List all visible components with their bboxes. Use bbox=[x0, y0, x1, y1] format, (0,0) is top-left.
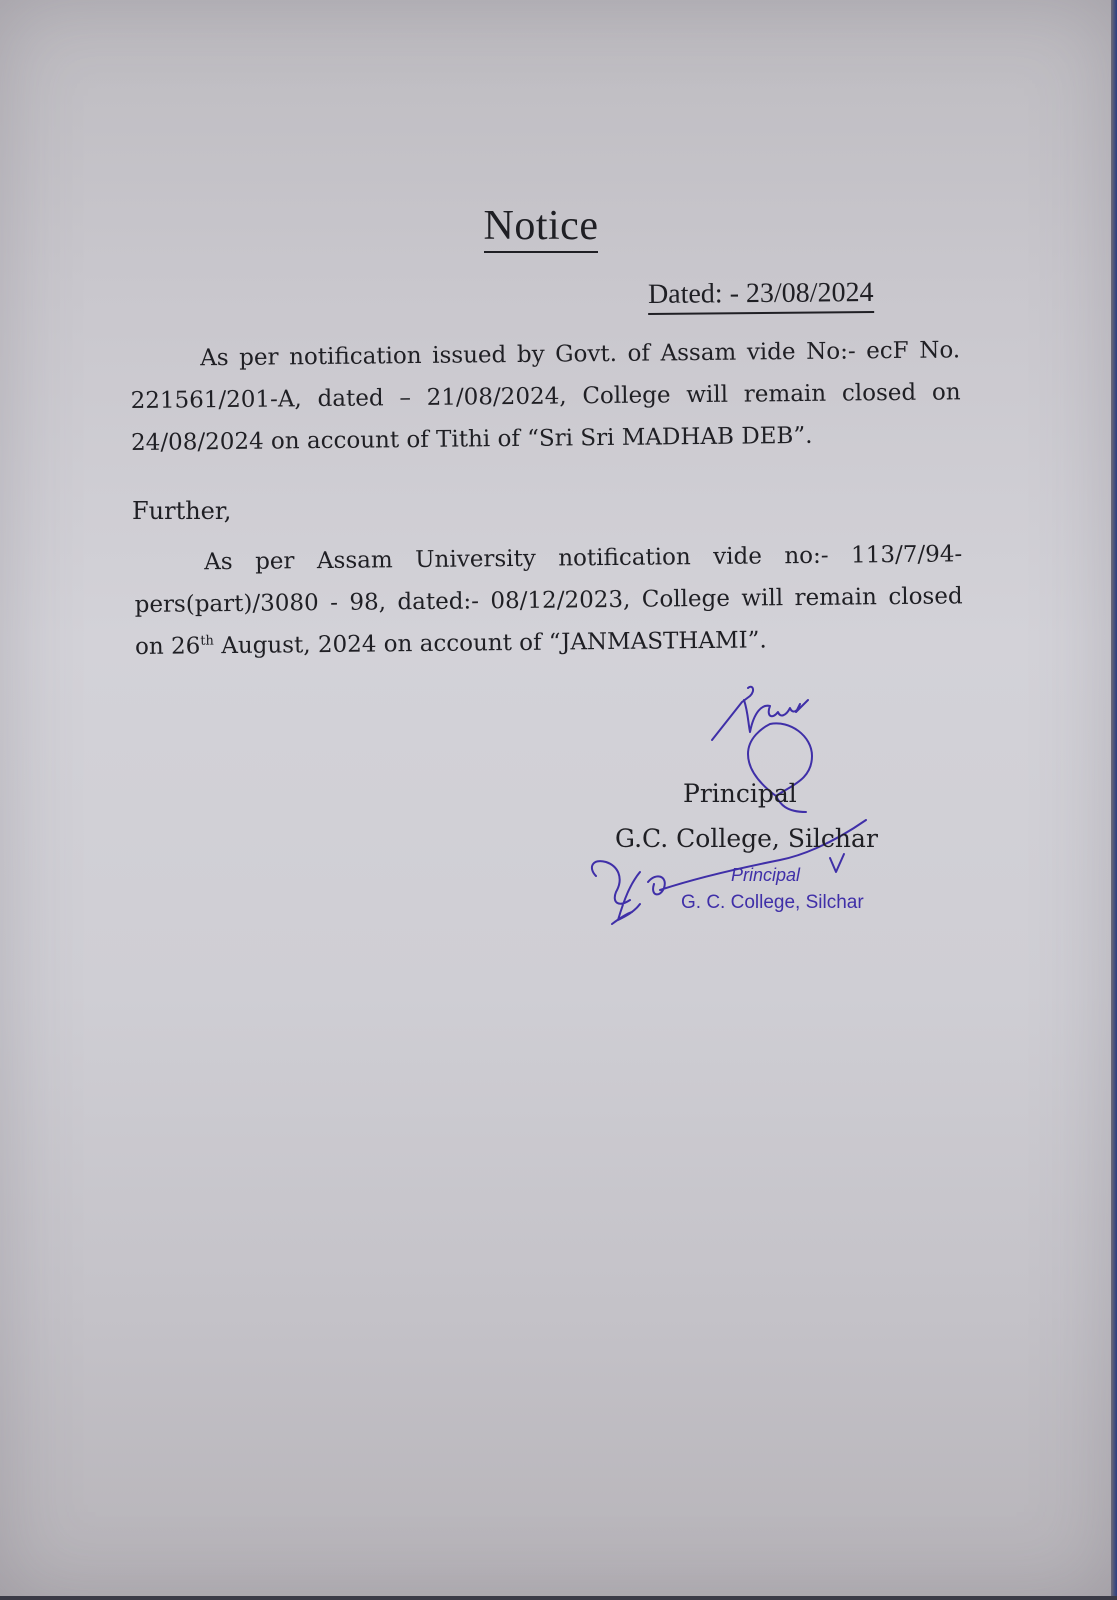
notice-paragraph-2 bbox=[134, 533, 963, 668]
paragraph-2-end: August, 2024 on account of “JANMASTHAMI”. bbox=[213, 627, 767, 660]
notice-paragraph-1: As per notification issued by Govt. of Assam vide No:- ecF No. 221561/201-A, dated – 21/08/2024, College will remain closed on 24/08/2024 on account of Tithi of “Sri Sri MADHAB DEB”. bbox=[130, 337, 961, 456]
paragraph-2-start: As per Assam University notification vide no:- 113/7/94-pers(part)/3080 - 98, dated:- 08/12/2023, College will remain closed on 26 bbox=[134, 541, 963, 660]
notice-date: Dated: - 23/08/2024 bbox=[648, 275, 874, 315]
ordinal-suffix: th bbox=[200, 633, 214, 649]
notice-title bbox=[0, 202, 1082, 250]
notice-title-text: Notice bbox=[484, 203, 599, 253]
page-edge bbox=[1111, 0, 1117, 1600]
stamp-institution: G. C. College, Silchar bbox=[681, 892, 864, 913]
further-label: Further, bbox=[132, 497, 232, 525]
signatory-institution: G.C. College, Silchar bbox=[615, 824, 878, 853]
page-bottom-edge bbox=[0, 1596, 1117, 1600]
stamp-tick-mark bbox=[830, 854, 844, 872]
signatory-title: Principal bbox=[683, 779, 797, 808]
stamp-title: Principal bbox=[731, 865, 801, 885]
